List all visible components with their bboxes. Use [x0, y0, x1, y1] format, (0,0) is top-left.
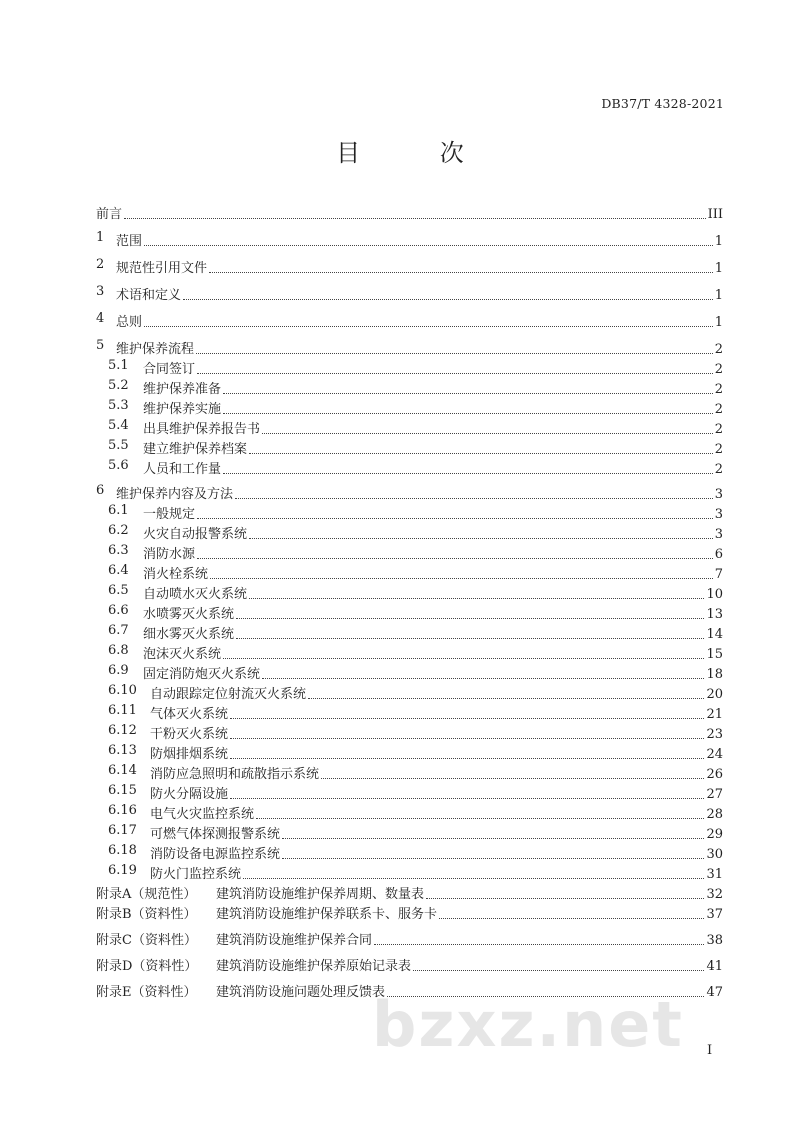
toc-entry[interactable] — [96, 439, 723, 457]
toc-entry-number: 6.17 — [108, 823, 137, 838]
toc-entry-label — [96, 883, 424, 902]
toc-entry-page: 30 — [706, 847, 723, 862]
toc-entry-page: 47 — [706, 985, 723, 1000]
toc-entry-label — [96, 230, 142, 249]
toc-entry-text: 前言 — [96, 207, 123, 222]
toc-entry-text: 自动跟踪定位射流灭火系统 — [150, 687, 307, 702]
toc-entry-label — [108, 458, 221, 477]
toc-entry-label — [108, 803, 254, 822]
toc-entry[interactable] — [96, 399, 723, 417]
toc-entry-number: 6.6 — [108, 603, 129, 618]
toc-entry-text: 建筑消防设施维护保养合同 — [216, 933, 373, 948]
toc-entry[interactable] — [96, 764, 723, 782]
toc-entry-text: 可燃气体探测报警系统 — [150, 827, 281, 842]
toc-entry-page: 27 — [706, 787, 723, 802]
page-number: I — [707, 1043, 713, 1058]
toc-entry-number: 2 — [96, 257, 105, 272]
toc-entry-page: 29 — [706, 827, 723, 842]
toc-entry-text: 防火门监控系统 — [150, 867, 242, 882]
toc-entry-page: 14 — [706, 627, 723, 642]
dot-leader — [256, 818, 704, 819]
toc-entry-number: 6.5 — [108, 583, 129, 598]
dot-leader — [321, 778, 704, 779]
toc-entry-page: III — [707, 207, 723, 222]
toc-entry-text: 总则 — [116, 315, 143, 330]
dot-leader — [235, 498, 713, 499]
toc-entry-text: 建筑消防设施维护保养联系卡、服务卡 — [216, 907, 438, 922]
toc-entry-label — [96, 311, 142, 330]
toc-entry-text: 维护保养准备 — [143, 382, 222, 397]
dot-leader — [308, 698, 704, 699]
toc-entry-page: 21 — [706, 707, 723, 722]
page-title: 目 次 — [336, 139, 500, 167]
toc-entry-number: 6.15 — [108, 783, 137, 798]
dot-leader — [144, 245, 713, 246]
toc-entry[interactable] — [96, 864, 723, 882]
toc-entry-text: 电气火灾监控系统 — [150, 807, 255, 822]
toc-entry-number: 附录D（资料性） — [96, 959, 198, 974]
toc-entry-label — [108, 663, 260, 682]
dot-leader — [210, 578, 713, 579]
toc-entry-number: 5.4 — [108, 418, 129, 433]
dot-leader — [124, 218, 706, 219]
toc-entry-text: 规范性引用文件 — [116, 261, 208, 276]
dot-leader — [196, 353, 713, 354]
toc-entry-number: 6.9 — [108, 663, 129, 678]
toc-entry[interactable] — [96, 285, 723, 303]
toc-entry-page: 37 — [706, 907, 723, 922]
toc-entry-text: 消防应急照明和疏散指示系统 — [150, 767, 320, 782]
toc-entry[interactable] — [96, 624, 723, 642]
dot-leader — [197, 373, 713, 374]
toc-entry-number: 6.11 — [108, 703, 137, 718]
toc-entry[interactable] — [96, 231, 723, 249]
toc-entry[interactable] — [96, 459, 723, 477]
dot-leader — [243, 878, 704, 879]
toc-entry-number: 6.3 — [108, 543, 129, 558]
toc-entry-page: 1 — [714, 234, 723, 249]
toc-entry-number: 附录B（资料性） — [96, 907, 197, 922]
toc-entry-label — [108, 378, 221, 397]
dot-leader — [223, 393, 713, 394]
toc-entry-page: 32 — [706, 887, 723, 902]
toc-entry-text: 固定消防炮灭火系统 — [143, 667, 261, 682]
dot-leader — [282, 838, 704, 839]
toc-entry-number: 6.16 — [108, 803, 137, 818]
toc-entry-page: 1 — [714, 315, 723, 330]
toc-entry-page: 15 — [706, 647, 723, 662]
toc-entry-label — [108, 418, 260, 437]
toc-entry-text: 建立维护保养档案 — [143, 442, 248, 457]
toc-entry-page: 10 — [706, 587, 723, 602]
toc-entry-number: 6 — [96, 483, 105, 498]
toc-entry[interactable] — [96, 204, 723, 222]
toc-entry-text: 建筑消防设施问题处理反馈表 — [216, 985, 386, 1000]
toc-entry-number: 6.13 — [108, 743, 137, 758]
toc-entry-label — [96, 903, 437, 922]
toc-entry[interactable] — [96, 824, 723, 842]
toc-entry[interactable] — [96, 884, 723, 902]
dot-leader — [249, 598, 704, 599]
toc-entry-text: 一般规定 — [143, 507, 196, 522]
toc-entry-text: 泡沫灭火系统 — [143, 647, 222, 662]
toc-entry-page: 7 — [714, 567, 723, 582]
toc-entry-page: 6 — [714, 547, 723, 562]
toc-entry-label — [108, 543, 195, 562]
toc-entry-text: 气体灭火系统 — [150, 707, 229, 722]
toc-entry-page: 41 — [706, 959, 723, 974]
toc-entry-number: 1 — [96, 230, 105, 245]
toc-entry-number: 5.2 — [108, 378, 129, 393]
toc-entry-page: 3 — [714, 527, 723, 542]
dot-leader — [197, 558, 713, 559]
toc-entry-text: 消火栓系统 — [143, 567, 209, 582]
toc-entry-text: 维护保养流程 — [116, 342, 195, 357]
toc-entry-number: 4 — [96, 311, 105, 326]
toc-entry-page: 2 — [714, 362, 723, 377]
dot-leader — [282, 858, 704, 859]
dot-leader — [144, 326, 713, 327]
toc-entry-label — [108, 398, 221, 417]
toc-entry-page: 18 — [706, 667, 723, 682]
toc-entry-text: 术语和定义 — [116, 288, 182, 303]
toc-entry-text: 维护保养内容及方法 — [116, 487, 234, 502]
dot-leader — [236, 618, 704, 619]
dot-leader — [413, 970, 704, 971]
toc-entry-text: 范围 — [116, 234, 143, 249]
toc-entry[interactable] — [96, 339, 723, 357]
dot-leader — [197, 518, 713, 519]
dot-leader — [209, 272, 713, 273]
toc-entry-label — [108, 563, 208, 582]
toc-entry-text: 人员和工作量 — [143, 462, 222, 477]
toc-entry-label — [108, 683, 306, 702]
toc-entry[interactable] — [96, 904, 723, 922]
dot-leader — [223, 473, 713, 474]
toc-entry-text: 合同签订 — [143, 362, 196, 377]
toc-entry[interactable] — [96, 312, 723, 330]
toc-entry-number: 3 — [96, 284, 105, 299]
toc-entry-number: 5.5 — [108, 438, 129, 453]
toc-entry[interactable] — [96, 379, 723, 397]
toc-entry-label — [108, 623, 234, 642]
toc-entry-page: 1 — [714, 288, 723, 303]
toc-entry-number: 附录E（资料性） — [96, 985, 197, 1000]
toc-entry[interactable] — [96, 684, 723, 702]
toc-entry[interactable] — [96, 956, 723, 974]
dot-leader — [230, 738, 704, 739]
toc-entry[interactable] — [96, 644, 723, 662]
toc-entry[interactable] — [96, 784, 723, 802]
toc-entry-label — [108, 583, 247, 602]
toc-entry-number: 5.3 — [108, 398, 129, 413]
toc-entry-page: 13 — [706, 607, 723, 622]
toc-entry-label — [108, 823, 280, 842]
toc-entry-page: 1 — [714, 261, 723, 276]
toc-entry-label — [108, 603, 234, 622]
toc-entry-page: 24 — [706, 747, 723, 762]
toc-entry-page: 38 — [706, 933, 723, 948]
toc-entry-number: 6.4 — [108, 563, 129, 578]
toc-entry-number: 6.1 — [108, 503, 129, 518]
toc-entry-text: 消防设备电源监控系统 — [150, 847, 281, 862]
toc-entry-number: 附录A（规范性） — [96, 887, 197, 902]
toc-entry[interactable] — [96, 744, 723, 762]
toc-entry-label — [96, 981, 385, 1000]
toc-entry[interactable] — [96, 584, 723, 602]
toc-entry[interactable] — [96, 544, 723, 562]
toc-entry[interactable] — [96, 524, 723, 542]
toc-entry-label — [108, 643, 221, 662]
toc-entry-page: 2 — [714, 442, 723, 457]
toc-entry-number: 5.1 — [108, 358, 129, 373]
toc-entry-text: 自动喷水灭火系统 — [143, 587, 248, 602]
toc-entry-text: 建筑消防设施维护保养周期、数量表 — [216, 887, 425, 902]
toc-entry[interactable] — [96, 704, 723, 722]
dot-leader — [249, 538, 713, 539]
toc-entry-number: 6.12 — [108, 723, 137, 738]
toc-entry-page: 2 — [714, 382, 723, 397]
toc-entry[interactable] — [96, 844, 723, 862]
toc-entry-label — [108, 863, 241, 882]
toc-entry-text: 维护保养实施 — [143, 402, 222, 417]
toc-entry-number: 6.19 — [108, 863, 137, 878]
toc-entry-number: 6.7 — [108, 623, 129, 638]
toc-entry[interactable] — [96, 504, 723, 522]
dot-leader — [426, 898, 704, 899]
toc-entry[interactable] — [96, 930, 723, 948]
toc-entry-page: 3 — [714, 507, 723, 522]
toc-entry[interactable] — [96, 664, 723, 682]
toc-entry-text: 出具维护保养报告书 — [143, 422, 261, 437]
toc-entry-text: 防烟排烟系统 — [150, 747, 229, 762]
toc-entry-page: 2 — [714, 462, 723, 477]
toc-entry-text: 防火分隔设施 — [150, 787, 229, 802]
toc-entry[interactable] — [96, 419, 723, 437]
toc-entry[interactable] — [96, 724, 723, 742]
toc-entry-label — [96, 257, 207, 276]
toc-entry-page: 23 — [706, 727, 723, 742]
toc-entry-label — [108, 843, 280, 862]
toc-entry-number: 5.6 — [108, 458, 129, 473]
toc-entry[interactable] — [96, 359, 723, 377]
toc-entry-label — [96, 955, 411, 974]
toc-entry-label — [96, 929, 372, 948]
dot-leader — [262, 678, 704, 679]
toc-entry-label — [108, 438, 247, 457]
toc-entry-text: 细水雾灭火系统 — [143, 627, 235, 642]
toc-entry-label — [108, 723, 228, 742]
toc-entry-label — [108, 523, 247, 542]
toc-entry-page: 31 — [706, 867, 723, 882]
toc-entry-text: 火灾自动报警系统 — [143, 527, 248, 542]
dot-leader — [223, 658, 704, 659]
toc-entry-number: 5 — [96, 338, 105, 353]
toc-entry-page: 26 — [706, 767, 723, 782]
standard-code: DB37/T 4328-2021 — [601, 96, 724, 111]
dot-leader — [439, 918, 704, 919]
toc-entry-page: 2 — [714, 402, 723, 417]
toc-entry-number: 6.8 — [108, 643, 129, 658]
dot-leader — [236, 638, 704, 639]
toc-entry-page: 20 — [706, 687, 723, 702]
toc-entry-number: 6.18 — [108, 843, 137, 858]
toc-entry-label — [108, 503, 195, 522]
toc-entry-number: 6.2 — [108, 523, 129, 538]
toc-entry[interactable] — [96, 604, 723, 622]
toc-entry-text: 水喷雾灭火系统 — [143, 607, 235, 622]
dot-leader — [249, 453, 713, 454]
toc-entry-label — [96, 483, 233, 502]
dot-leader — [223, 413, 713, 414]
toc-entry-label — [96, 338, 194, 357]
watermark: bzxz.net — [372, 988, 684, 1061]
toc-entry[interactable] — [96, 804, 723, 822]
toc-entry-label — [108, 783, 228, 802]
toc-entry-page: 2 — [714, 422, 723, 437]
toc-entry-label — [96, 284, 181, 303]
toc-entry-label — [108, 703, 228, 722]
toc-entry-label — [96, 203, 122, 222]
dot-leader — [183, 299, 713, 300]
toc-entry-page: 28 — [706, 807, 723, 822]
dot-leader — [230, 758, 704, 759]
toc-entry-text: 建筑消防设施维护保养原始记录表 — [216, 959, 412, 974]
toc-entry-text: 干粉灭火系统 — [150, 727, 229, 742]
toc-entry-label — [108, 743, 228, 762]
toc-entry-page: 2 — [714, 342, 723, 357]
toc-entry-text: 消防水源 — [143, 547, 196, 562]
toc-entry-page: 3 — [714, 487, 723, 502]
toc-entry-label — [108, 358, 195, 377]
dot-leader — [230, 798, 704, 799]
dot-leader — [230, 718, 704, 719]
toc-entry[interactable] — [96, 484, 723, 502]
toc-entry-label — [108, 763, 319, 782]
toc-entry-number: 6.14 — [108, 763, 137, 778]
toc-entry-number: 6.10 — [108, 683, 137, 698]
toc-entry[interactable] — [96, 258, 723, 276]
dot-leader — [262, 433, 713, 434]
dot-leader — [374, 944, 704, 945]
toc-entry[interactable] — [96, 564, 723, 582]
toc-entry-number: 附录C（资料性） — [96, 933, 197, 948]
